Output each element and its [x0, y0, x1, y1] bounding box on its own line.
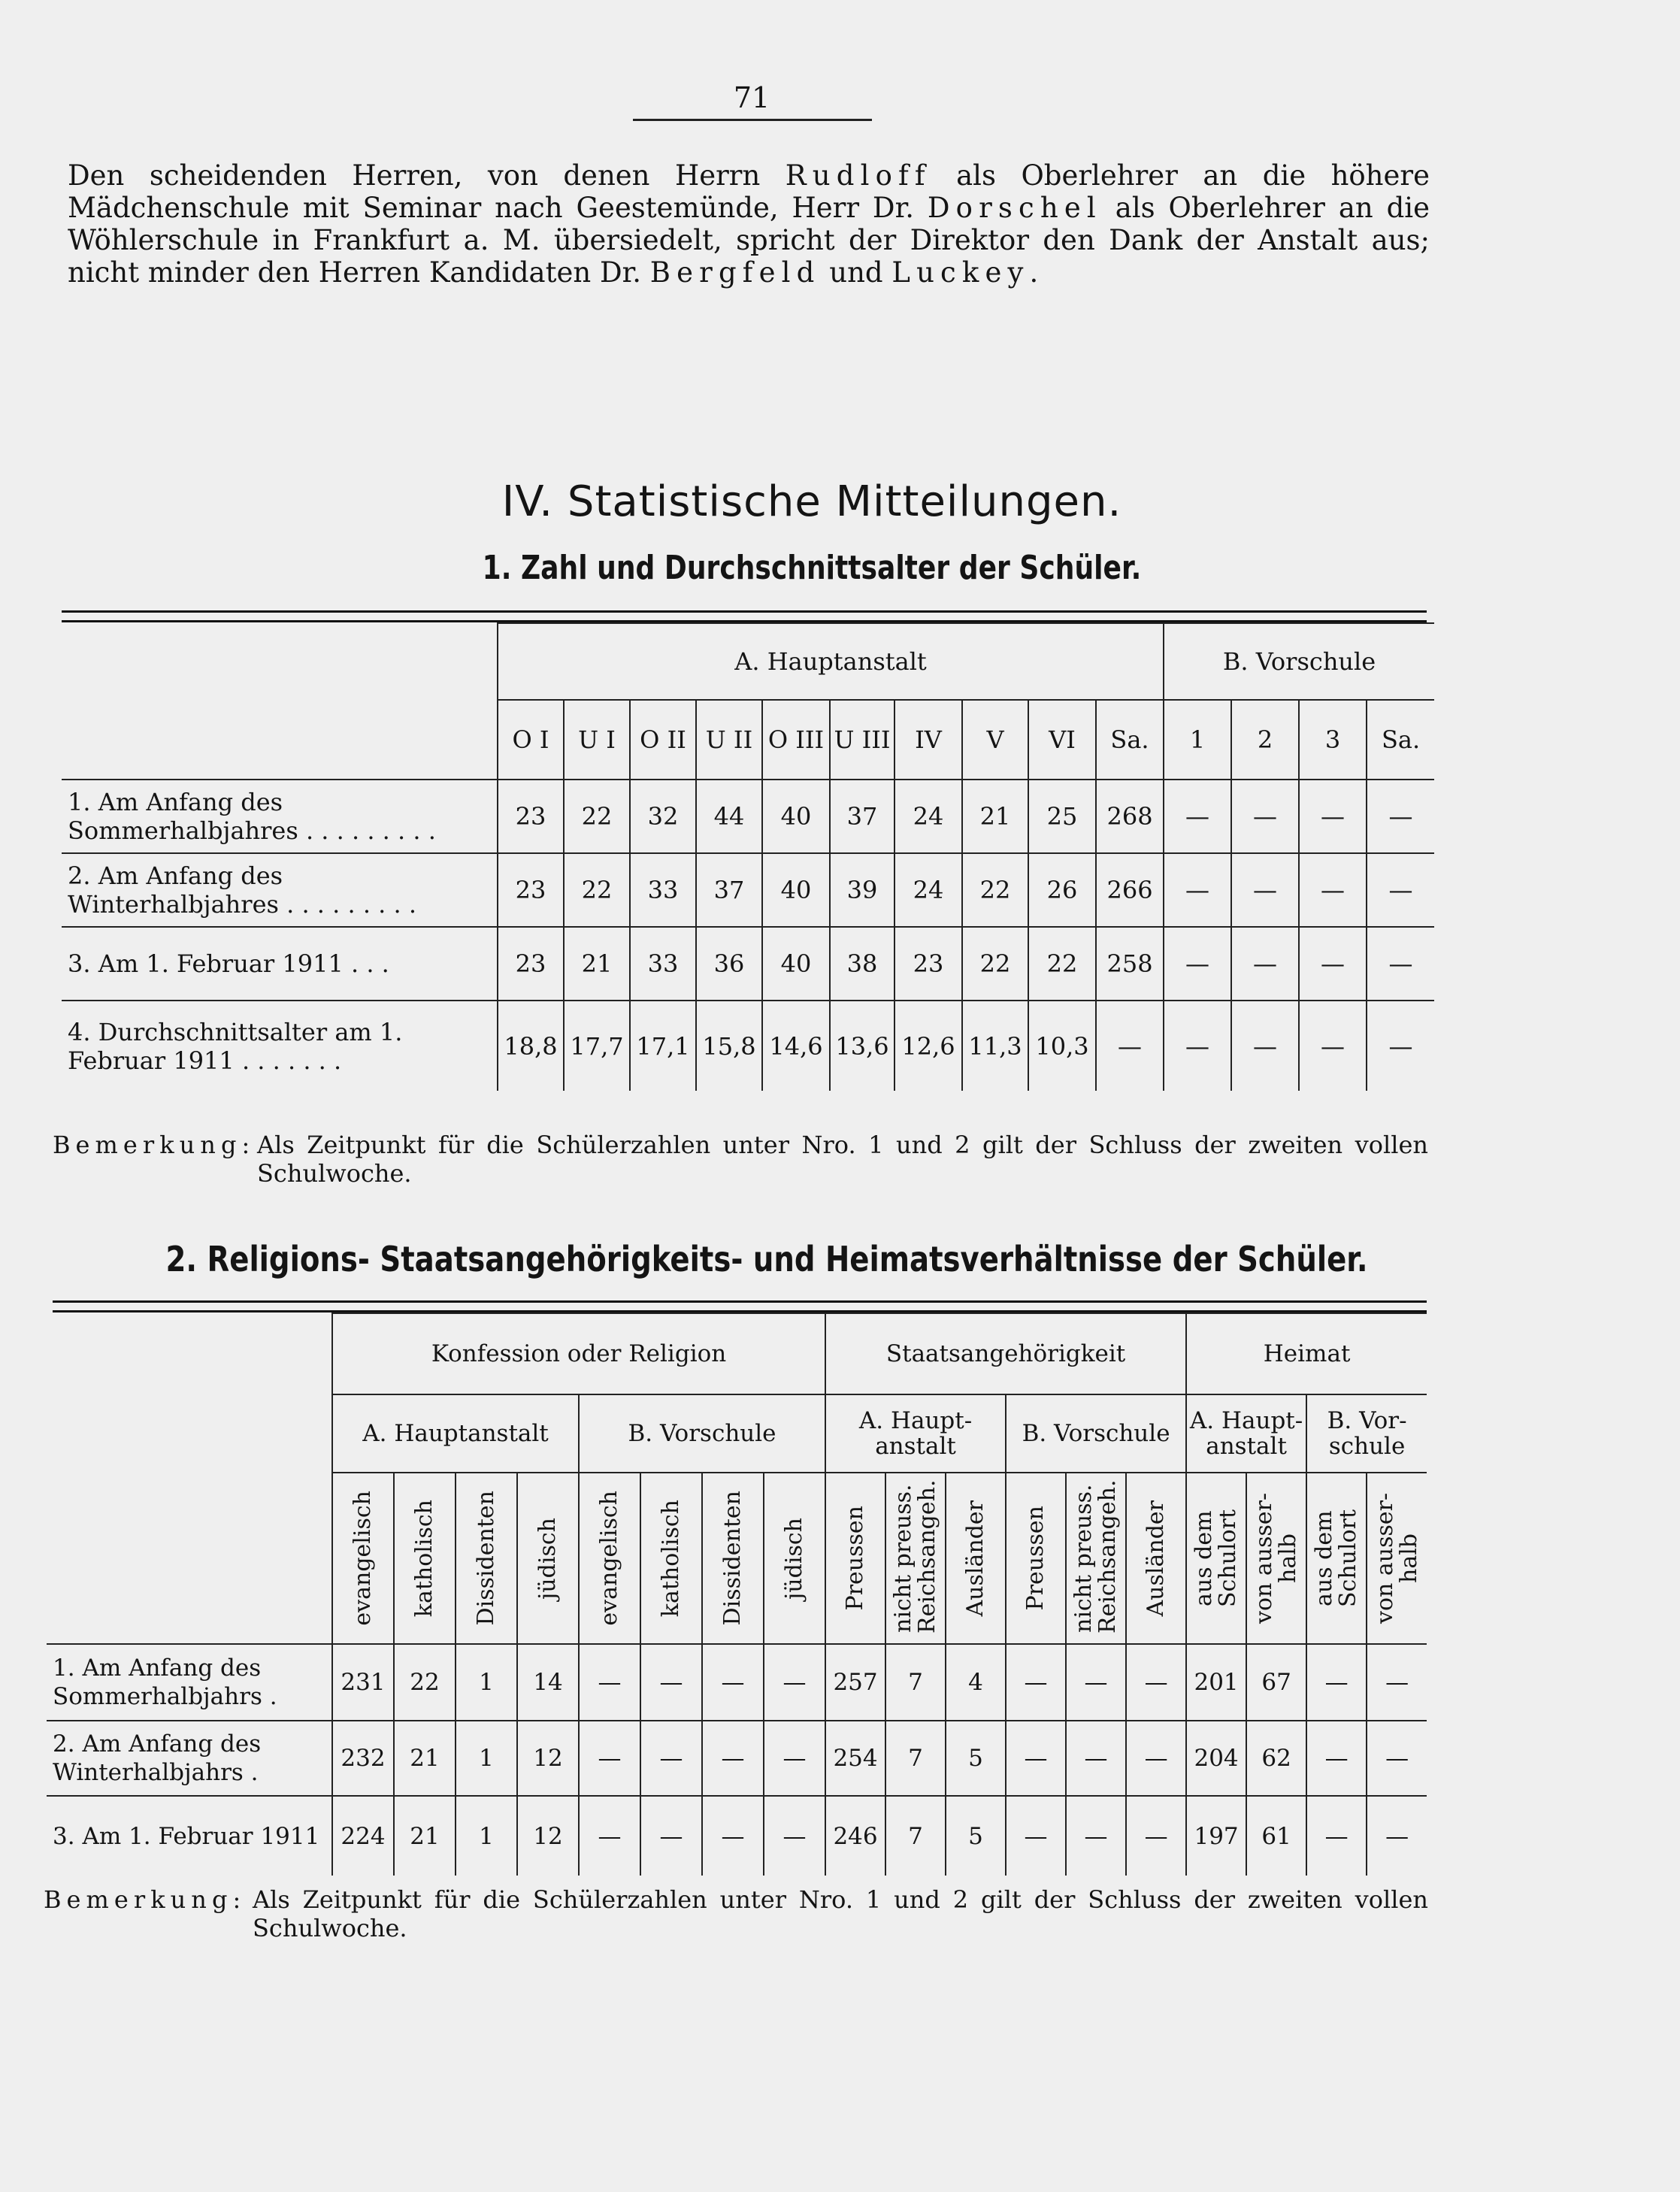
- table1-col-a: IV: [894, 700, 962, 780]
- cell: —: [1299, 1001, 1367, 1091]
- table1-col-b: 1: [1164, 700, 1231, 780]
- cell: —: [1299, 927, 1367, 1001]
- cell: 15,8: [696, 1001, 762, 1091]
- table1-col-a: V: [962, 700, 1028, 780]
- cell: 21: [394, 1721, 456, 1796]
- table2: [47, 1312, 1427, 1876]
- intro-text-5: .: [1029, 256, 1039, 289]
- cell: 231: [332, 1644, 394, 1721]
- cell: 26: [1028, 853, 1096, 927]
- cell: 204: [1186, 1721, 1246, 1796]
- cell: 4: [946, 1644, 1006, 1721]
- table2-group: Konfession oder Religion: [332, 1313, 825, 1394]
- cell: —: [702, 1644, 764, 1721]
- intro-text-3: als Oberlehrer an die Wöhlerschule in Frankfurt a. M. übersiedelt, spricht der Direktor den Dank der Anstalt aus; nicht minder den Herren Kandidaten Dr.: [68, 192, 1430, 289]
- cell: 22: [1028, 927, 1096, 1001]
- page-number-rule: [633, 119, 872, 121]
- cell: 37: [696, 853, 762, 927]
- table2-col-header: aus dem Schulort: [1186, 1473, 1246, 1644]
- cell: —: [1306, 1721, 1367, 1796]
- cell: 1: [456, 1644, 517, 1721]
- cell: 17,1: [630, 1001, 696, 1091]
- cell: —: [640, 1644, 702, 1721]
- table1-group-b: B. Vorschule: [1164, 623, 1434, 700]
- row-label: 4. Durchschnittsalter am 1. Februar 1911 . . . . . . .: [62, 1001, 498, 1091]
- cell: —: [579, 1721, 640, 1796]
- cell: 40: [762, 780, 830, 853]
- table2-col-header: Preussen: [1006, 1473, 1066, 1644]
- cell: 258: [1096, 927, 1164, 1001]
- table2-col-header: aus dem Schulort: [1306, 1473, 1367, 1644]
- row-label: 2. Am Anfang des Winterhalbjahres . . . . . . . . .: [62, 853, 498, 927]
- cell: 268: [1096, 780, 1164, 853]
- table2-subgroup: B. Vorschule: [579, 1394, 825, 1473]
- cell: 38: [830, 927, 894, 1001]
- cell: 23: [894, 927, 962, 1001]
- cell: 23: [498, 853, 564, 927]
- table2-col-header: Ausländer: [1126, 1473, 1186, 1644]
- table2-corner: [47, 1313, 332, 1644]
- cell: 14: [517, 1644, 579, 1721]
- cell: 22: [962, 853, 1028, 927]
- cell: 224: [332, 1796, 394, 1876]
- note-label: Bemerkung:: [44, 1885, 247, 1914]
- cell: 266: [1096, 853, 1164, 927]
- table-row: [62, 927, 1434, 1001]
- table2-col-header: Dissidenten: [456, 1473, 517, 1644]
- intro-name-rudloff: Rudloff: [785, 159, 931, 192]
- cell: 5: [946, 1796, 1006, 1876]
- cell: 1: [456, 1796, 517, 1876]
- row-label: 2. Am Anfang des Winterhalbjahrs .: [47, 1721, 332, 1796]
- cell: —: [1367, 1721, 1427, 1796]
- cell: —: [1306, 1796, 1367, 1876]
- table2-subgroup: B. Vor-schule: [1306, 1394, 1427, 1473]
- intro-text-2: als Oberlehrer an die höhere Mädchenschule mit Seminar nach Geestemünde, Herr Dr.: [68, 159, 1430, 224]
- cell: —: [1231, 853, 1299, 927]
- cell: 32: [630, 780, 696, 853]
- cell: 21: [962, 780, 1028, 853]
- table1-col-b: 3: [1299, 700, 1367, 780]
- cell: 12,6: [894, 1001, 962, 1091]
- table2-col-header: Ausländer: [946, 1473, 1006, 1644]
- intro-name-luckey: Luckey: [891, 256, 1030, 289]
- cell: 33: [630, 927, 696, 1001]
- cell: —: [1096, 1001, 1164, 1091]
- cell: —: [640, 1796, 702, 1876]
- table2-col-header: von ausser-halb: [1367, 1473, 1427, 1644]
- table2-col-header: jüdisch: [764, 1473, 825, 1644]
- cell: —: [1367, 780, 1434, 853]
- row-label: 3. Am 1. Februar 1911: [47, 1796, 332, 1876]
- table2-subgroup: B. Vorschule: [1006, 1394, 1186, 1473]
- table-row: [47, 1644, 1427, 1721]
- cell: —: [579, 1796, 640, 1876]
- cell: 246: [825, 1796, 885, 1876]
- table2-col-header: Preussen: [825, 1473, 885, 1644]
- table-row: [47, 1721, 1427, 1796]
- cell: —: [1066, 1644, 1126, 1721]
- table-row: [62, 1001, 1434, 1091]
- cell: —: [1231, 780, 1299, 853]
- table1-group-a: A. Hauptanstalt: [498, 623, 1164, 700]
- cell: —: [1367, 1644, 1427, 1721]
- cell: 7: [885, 1721, 946, 1796]
- table2-title: 2. Religions- Staatsangehörigkeits- und Heimatsverhältnisse der Schüler.: [165, 1239, 1368, 1279]
- cell: —: [1367, 927, 1434, 1001]
- cell: —: [1231, 1001, 1299, 1091]
- cell: 1: [456, 1721, 517, 1796]
- cell: 36: [696, 927, 762, 1001]
- table2-col-header: katholisch: [640, 1473, 702, 1644]
- row-label: 1. Am Anfang des Sommerhalbjahrs .: [47, 1644, 332, 1721]
- table2-col-header: nicht preuss. Reichsangeh.: [1066, 1473, 1126, 1644]
- note-text: Als Zeitpunkt für die Schülerzahlen unter Nro. 1 und 2 gilt der Schluss der zweiten vollen Schulwoche.: [253, 1885, 1428, 1942]
- table2-col-header: nicht preuss. Reichsangeh.: [885, 1473, 946, 1644]
- cell: 13,6: [830, 1001, 894, 1091]
- cell: 40: [762, 853, 830, 927]
- cell: —: [579, 1644, 640, 1721]
- table2-col-header: von ausser-halb: [1246, 1473, 1306, 1644]
- cell: —: [1006, 1796, 1066, 1876]
- cell: 37: [830, 780, 894, 853]
- table1-col-a: O II: [630, 700, 696, 780]
- table1-col-a: O III: [762, 700, 830, 780]
- cell: 22: [564, 853, 630, 927]
- cell: —: [1126, 1644, 1186, 1721]
- cell: —: [1164, 1001, 1231, 1091]
- cell: 18,8: [498, 1001, 564, 1091]
- cell: 7: [885, 1644, 946, 1721]
- cell: 25: [1028, 780, 1096, 853]
- cell: 12: [517, 1721, 579, 1796]
- table1-title: 1. Zahl und Durchschnittsalter der Schüler.: [482, 549, 1142, 587]
- cell: —: [1066, 1796, 1126, 1876]
- cell: —: [1367, 1001, 1434, 1091]
- cell: —: [1231, 927, 1299, 1001]
- cell: 44: [696, 780, 762, 853]
- page-number: 71: [733, 81, 770, 114]
- table1-top-rule: [62, 610, 1427, 622]
- cell: —: [702, 1721, 764, 1796]
- cell: 21: [564, 927, 630, 1001]
- cell: 254: [825, 1721, 885, 1796]
- table2-subgroup: A. Hauptanstalt: [332, 1394, 579, 1473]
- cell: 197: [1186, 1796, 1246, 1876]
- cell: 5: [946, 1721, 1006, 1796]
- cell: —: [1006, 1644, 1066, 1721]
- table2-top-rule: [53, 1300, 1427, 1312]
- cell: 39: [830, 853, 894, 927]
- cell: 67: [1246, 1644, 1306, 1721]
- cell: —: [1306, 1644, 1367, 1721]
- cell: 24: [894, 853, 962, 927]
- table2-col-header: evangelisch: [332, 1473, 394, 1644]
- cell: —: [1367, 853, 1434, 927]
- table1-col-b: 2: [1231, 700, 1299, 780]
- table2-group: Heimat: [1186, 1313, 1427, 1394]
- cell: —: [1299, 780, 1367, 853]
- cell: 14,6: [762, 1001, 830, 1091]
- note-text: Als Zeitpunkt für die Schülerzahlen unter Nro. 1 und 2 gilt der Schluss der zweiten vollen Schulwoche.: [257, 1131, 1428, 1188]
- table-row: [62, 853, 1434, 927]
- table1-col-a: U III: [830, 700, 894, 780]
- table2-col-header: Dissidenten: [702, 1473, 764, 1644]
- cell: 22: [394, 1644, 456, 1721]
- cell: —: [1164, 853, 1231, 927]
- intro-name-bergfeld: Bergfeld: [649, 256, 821, 289]
- table1-col-a: Sa.: [1096, 700, 1164, 780]
- cell: 40: [762, 927, 830, 1001]
- note-label: Bemerkung:: [53, 1131, 256, 1159]
- table1-col-a: O I: [498, 700, 564, 780]
- cell: 23: [498, 927, 564, 1001]
- cell: —: [1126, 1796, 1186, 1876]
- cell: 62: [1246, 1721, 1306, 1796]
- cell: 11,3: [962, 1001, 1028, 1091]
- cell: 201: [1186, 1644, 1246, 1721]
- cell: —: [1066, 1721, 1126, 1796]
- table1-col-a: U II: [696, 700, 762, 780]
- table2-subgroup: A. Haupt-anstalt: [825, 1394, 1006, 1473]
- table1-col-a: VI: [1028, 700, 1096, 780]
- table2-col-header: evangelisch: [579, 1473, 640, 1644]
- table1-col-b: Sa.: [1367, 700, 1434, 780]
- row-label: 1. Am Anfang des Sommerhalbjahres . . . . . . . . .: [62, 780, 498, 853]
- cell: 7: [885, 1796, 946, 1876]
- table1: [62, 622, 1434, 1091]
- row-label: 3. Am 1. Februar 1911 . . .: [62, 927, 498, 1001]
- table1-note: [53, 1131, 1428, 1188]
- cell: 22: [564, 780, 630, 853]
- cell: 23: [498, 780, 564, 853]
- cell: —: [764, 1721, 825, 1796]
- table1-col-a: U I: [564, 700, 630, 780]
- cell: 17,7: [564, 1001, 630, 1091]
- cell: 257: [825, 1644, 885, 1721]
- table2-group: Staatsangehörigkeit: [825, 1313, 1186, 1394]
- cell: —: [1299, 853, 1367, 927]
- table2-note: [44, 1885, 1428, 1942]
- cell: —: [1006, 1721, 1066, 1796]
- table2-col-header: jüdisch: [517, 1473, 579, 1644]
- cell: —: [640, 1721, 702, 1796]
- cell: —: [764, 1644, 825, 1721]
- cell: 21: [394, 1796, 456, 1876]
- table2-subgroup: A. Haupt-anstalt: [1186, 1394, 1306, 1473]
- table-row: [47, 1796, 1427, 1876]
- cell: —: [1367, 1796, 1427, 1876]
- cell: 12: [517, 1796, 579, 1876]
- cell: —: [702, 1796, 764, 1876]
- intro-text-4: und: [820, 256, 892, 289]
- intro-paragraph: [68, 159, 1430, 289]
- cell: —: [764, 1796, 825, 1876]
- cell: 22: [962, 927, 1028, 1001]
- cell: 33: [630, 853, 696, 927]
- cell: —: [1164, 780, 1231, 853]
- cell: 24: [894, 780, 962, 853]
- cell: —: [1164, 927, 1231, 1001]
- table2-col-header: katholisch: [394, 1473, 456, 1644]
- intro-name-dorschel: Dorschel: [927, 192, 1102, 224]
- cell: 10,3: [1028, 1001, 1096, 1091]
- intro-text-1: Den scheidenden Herren, von denen Herrn: [68, 159, 786, 192]
- cell: 232: [332, 1721, 394, 1796]
- cell: —: [1126, 1721, 1186, 1796]
- table1-corner: [62, 623, 498, 780]
- cell: 61: [1246, 1796, 1306, 1876]
- table-row: [62, 780, 1434, 853]
- section-title: IV. Statistische Mitteilungen.: [501, 477, 1122, 526]
